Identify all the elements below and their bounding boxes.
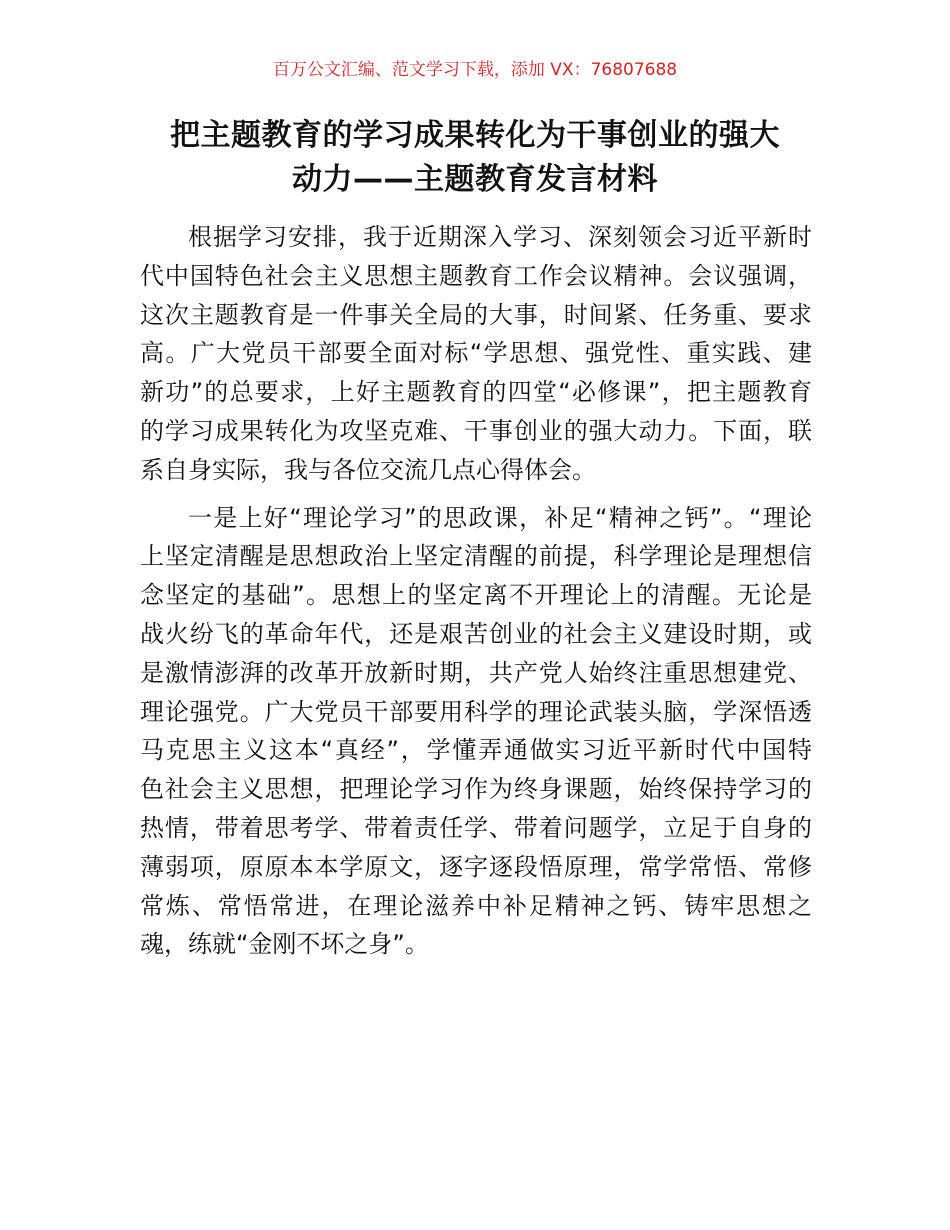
paragraph-line: 系自身实际，我与各位交流几点心得体会。: [140, 455, 596, 484]
paragraph-line: 色社会主义思想，把理论学习作为终身课题，始终保持学习的: [140, 775, 812, 804]
paragraph-intro: [140, 218, 812, 490]
paragraph-line: 上坚定清醒是思想政治上坚定清醒的前提，科学理论是理想信: [140, 542, 812, 571]
paragraph-point-one: [140, 499, 812, 965]
paragraph-line: 热情，带着思考学、带着责任学、带着问题学，立足于自身的: [140, 813, 812, 842]
document-title: [130, 114, 820, 202]
paragraph-line: 一是上好“理论学习”的思政课，补足“精神之钙”。“理论: [188, 503, 812, 532]
paragraph-line: 马克思主义这本“真经”，学懂弄通做实习近平新时代中国特: [140, 736, 812, 765]
paragraph-line: 代中国特色社会主义思想主题教育工作会议精神。会议强调，: [140, 261, 812, 290]
paragraph-line: 薄弱项，原原本本学原文，逐字逐段悟原理，常学常悟、常修: [140, 852, 812, 881]
paragraph-line: 新功”的总要求，上好主题教育的四堂“必修课”，把主题教育: [140, 378, 812, 407]
paragraph-line: 常炼、常悟常进，在理论滋养中补足精神之钙、铸牢思想之: [140, 891, 812, 920]
paragraph-line: 理论强党。广大党员干部要用科学的理论武装头脑，学深悟透: [140, 697, 812, 726]
paragraph-line: 魂，练就“金刚不坏之身”。: [140, 930, 429, 959]
paragraph-line: 这次主题教育是一件事关全局的大事，时间紧、任务重、要求: [140, 300, 812, 329]
paragraph-line: 的学习成果转化为攻坚克难、干事创业的强大动力。下面，联: [140, 416, 812, 445]
paragraph-line: 是激情澎湃的改革开放新时期，共产党人始终注重思想建党、: [140, 658, 812, 687]
title-line-1: 把主题教育的学习成果转化为干事创业的强大: [170, 118, 780, 153]
header-note: 百万公文汇编、范文学习下载，添加 VX：76807688: [272, 60, 678, 80]
document-body: [140, 218, 812, 973]
paragraph-line: 根据学习安排，我于近期深入学习、深刻领会习近平新时: [188, 223, 812, 251]
title-line-2: 动力——主题教育发言材料: [292, 162, 658, 197]
paragraph-line: 战火纷飞的革命年代，还是艰苦创业的社会主义建设时期，或: [140, 619, 812, 648]
paragraph-line: 念坚定的基础”。思想上的坚定离不开理论上的清醒。无论是: [140, 581, 812, 610]
paragraph-line: 高。广大党员干部要全面对标“学思想、强党性、重实践、建: [140, 339, 812, 368]
